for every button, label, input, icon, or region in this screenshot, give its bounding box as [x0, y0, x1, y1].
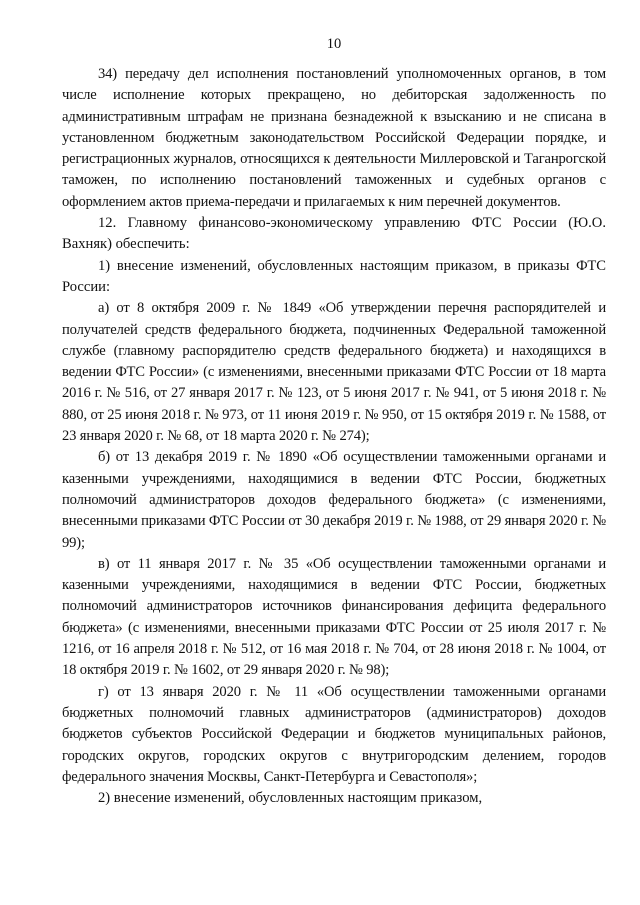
- paragraph-section-12: 12. Главному финансово-экономическому управлению ФТС России (Ю.О. Вахняк) обеспечить:: [62, 215, 606, 253]
- paragraph-item-1: 1) внесение изменений, обусловленных настоящим приказом, в приказы ФТС России:: [62, 257, 606, 295]
- paragraph-item-2: 2) внесение изменений, обусловленных настоящим приказом,: [98, 790, 483, 807]
- paragraph-item-g: г) от 13 января 2020 г. № 11 «Об осуществлении таможенными органами бюджетных полномочий главных администраторов (администраторов) доходов бюджетов субъектов Российской Федерации и бюджетов муниципальных районов, городских округов, городских округов с внутригородским делением, городов федерального значения Москвы, Санкт-Петербурга и Севастополя»;: [62, 683, 606, 785]
- paragraph-item-a: а) от 8 октября 2009 г. № 1849 «Об утверждении перечня распорядителей и получателей средств федерального бюджета, подчиненных Федеральной таможенной службе (главному распорядителю средств федерального бюджета) и находящихся в ведении ФТС России» (с изменениями, внесенными приказами ФТС России от 18 марта 2016 г. № 516, от 27 января 2017 г. № 123, от 5 июня 2017 г. № 941, от 5 июня 2018 г. № 880, от 25 июня 2018 г. № 973, от 11 июня 2019 г. № 950, от 15 октября 2019 г. № 1588, от 23 января 2020 г. № 68, от 18 марта 2020 г. № 274);: [62, 300, 606, 445]
- paragraph-item-34: 34) передачу дел исполнения постановлений уполномоченных органов, в том числе исполнение которых прекращено, но дебиторская задолженность по административным штрафам не признана безнадежной к взысканию и не списана в установленном бюджетным законодательством Российской Федерации порядке, и регистрационных журналов, относящихся к деятельности Миллеровской и Таганрогской таможен, по исполнению постановлений таможенных и судебных органов с оформлением актов приема-передачи и прилагаемых к ним перечней документов.: [62, 66, 606, 210]
- document-body: [62, 64, 606, 809]
- paragraph-item-b: б) от 13 декабря 2019 г. № 1890 «Об осуществлении таможенными органами и казенными учреждениями, находящимися в ведении ФТС России, бюджетных полномочий администраторов доходов федерального бюджета» (с изменениями, внесенными приказами ФТС России от 30 декабря 2019 г. № 1988, от 29 января 2020 г. № 99);: [62, 449, 606, 551]
- page-number: 10: [326, 36, 342, 52]
- paragraph-item-v: в) от 11 января 2017 г. № 35 «Об осуществлении таможенными органами и казенными учреждениями, находящимися в ведении ФТС России, бюджетных полномочий администраторов источников финансирования дефицита федерального бюджета» (с изменениями, внесенными приказами ФТС России от 25 июля 2017 г. № 1216, от 16 апреля 2018 г. № 512, от 16 мая 2018 г. № 704, от 28 июня 2018 г. № 1004, от 18 октября 2019 г. № 1602, от 29 января 2020 г. № 98);: [62, 555, 606, 679]
